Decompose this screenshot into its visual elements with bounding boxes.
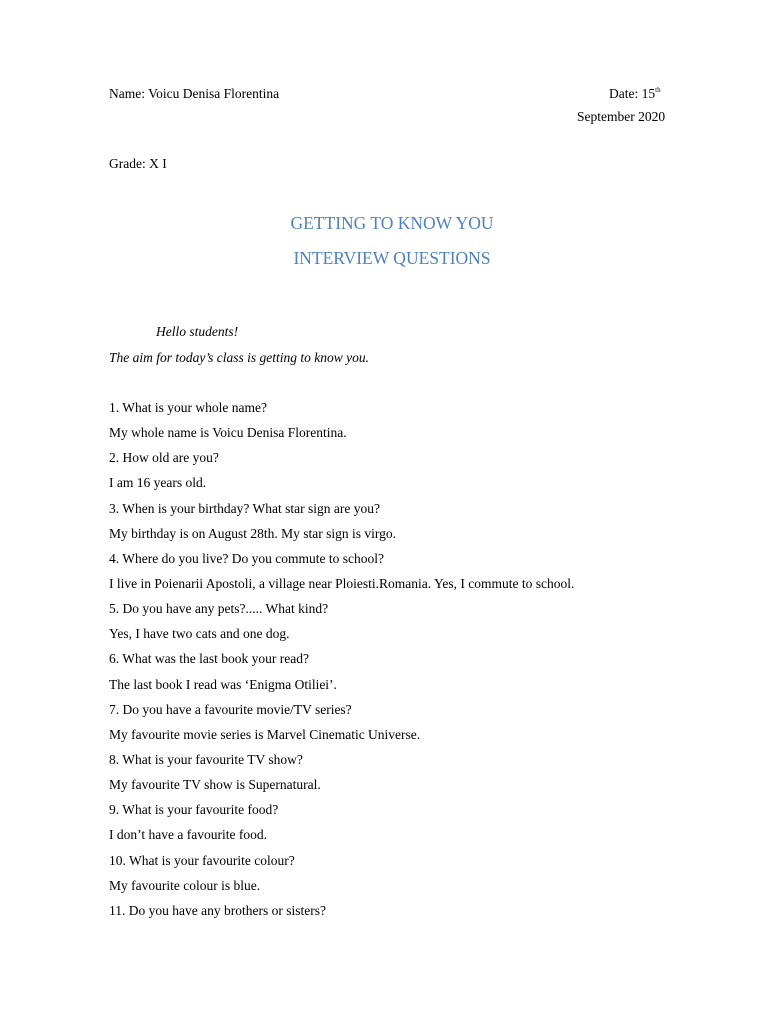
question-line: 5. Do you have any pets?..... What kind? [109, 601, 329, 617]
class-aim: The aim for today’s class is getting to know you. [109, 350, 369, 365]
answer-line: I don’t have a favourite food. [109, 827, 267, 843]
answer-line: My whole name is Voicu Denisa Florentina. [109, 425, 347, 441]
question-line: 3. When is your birthday? What star sign are you? [109, 500, 380, 516]
question-line: 1. What is your whole name? [109, 400, 267, 415]
question-line: 7. Do you have a favourite movie/TV series? [109, 701, 352, 717]
answer-line: My favourite TV show is Supernatural. [109, 777, 321, 793]
date-suffix: th [655, 86, 661, 94]
grade: Grade: X I [109, 156, 167, 171]
greeting: Hello students! [156, 324, 239, 339]
question-line: 10. What is your favourite colour? [109, 852, 295, 868]
question-line: 2. How old are you? [109, 450, 219, 466]
question-line: 4. Where do you live? Do you commute to school? [109, 550, 384, 566]
date-month-year: September 2020 [577, 109, 666, 124]
question-line: 9. What is your favourite food? [109, 802, 279, 818]
answer-line: My birthday is on August 28th. My star sign is virgo. [109, 525, 397, 541]
date-prefix: Date: 15 [609, 86, 656, 101]
answer-line: I am 16 years old. [109, 475, 207, 491]
answer-line: I live in Poienarii Apostoli, a village near Ploiesti.Romania. Yes, I commute to school. [109, 575, 575, 591]
page-title: GETTING TO KNOW YOU [290, 213, 494, 233]
date-line [609, 86, 661, 102]
answer-line: My favourite colour is blue. [109, 877, 261, 893]
page-subtitle: INTERVIEW QUESTIONS [293, 248, 491, 268]
answer-line: Yes, I have two cats and one dog. [109, 626, 290, 642]
question-line: 8. What is your favourite TV show? [109, 751, 303, 767]
answer-line: The last book I read was ‘Enigma Otiliei’. [109, 676, 337, 692]
answer-line: My favourite movie series is Marvel Cinematic Universe. [109, 726, 421, 742]
student-name: Name: Voicu Denisa Florentina [109, 86, 280, 101]
question-line: 6. What was the last book your read? [109, 651, 309, 667]
qa-list [109, 400, 709, 928]
question-line: 11. Do you have any brothers or sisters? [109, 902, 326, 918]
